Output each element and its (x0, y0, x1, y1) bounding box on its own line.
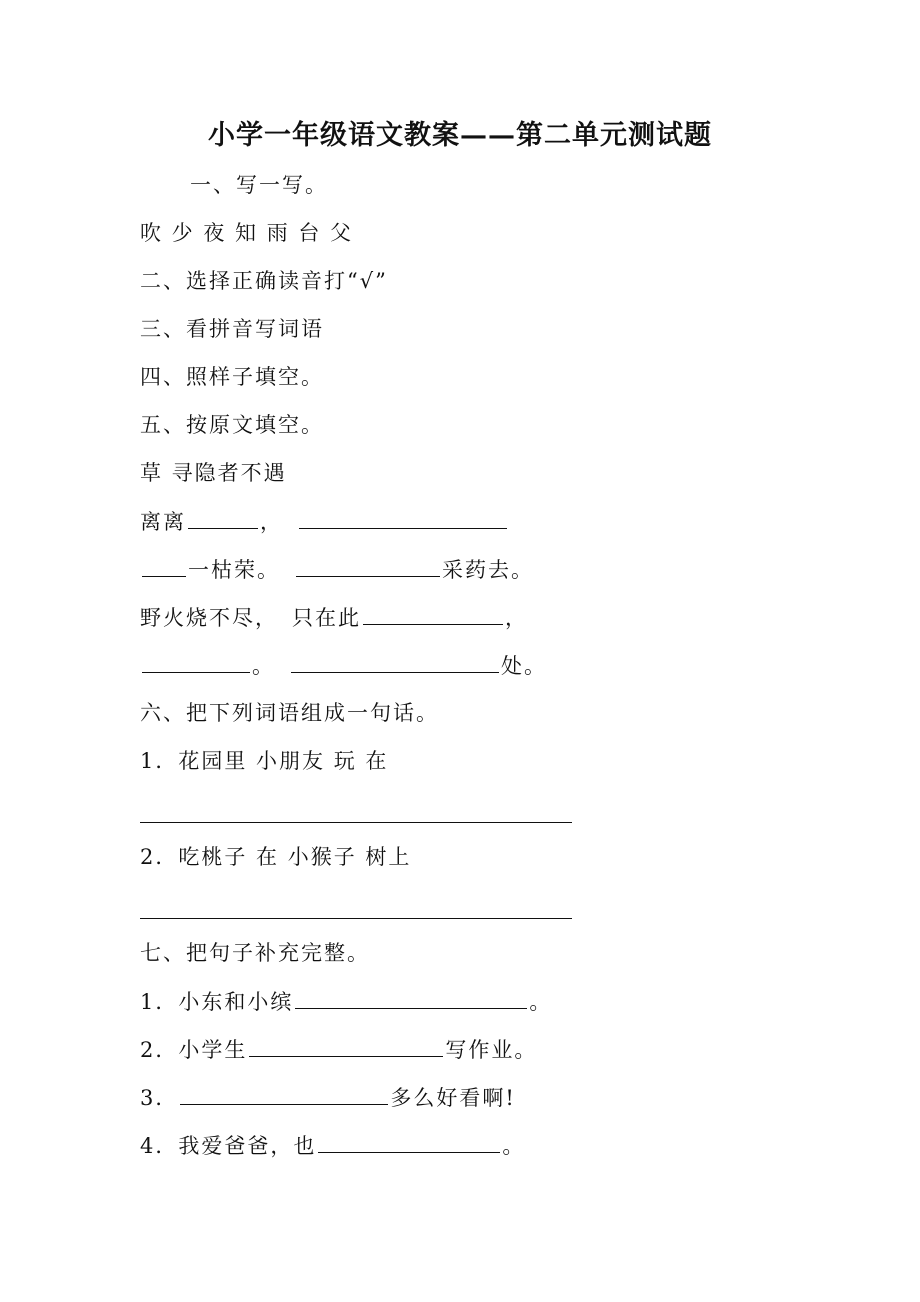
section-7-item-4 (140, 1130, 525, 1161)
blank-field[interactable] (296, 554, 440, 577)
poem-line-2-text-a: 一枯荣。 (188, 558, 280, 582)
item-4-prefix: 4．我爱爸爸，也 (140, 1134, 317, 1158)
blank-field[interactable] (142, 554, 186, 577)
section-4-heading: 四、照样子填空。 (140, 365, 324, 389)
section-1-heading: 一、写一写。 (190, 173, 328, 197)
blank-field[interactable] (291, 650, 499, 673)
item-3-prefix: 3． (140, 1086, 179, 1110)
poem-line-1 (140, 506, 509, 537)
poem-titles: 草 寻隐者不遇 (140, 461, 287, 485)
poem-line-1-comma: ， (260, 510, 283, 534)
poem-line-4-text-b: 处。 (501, 654, 547, 678)
answer-line[interactable] (140, 918, 572, 919)
item-1-suffix: 。 (529, 990, 553, 1014)
poem-line-3 (140, 602, 528, 633)
section-7-item-2 (140, 1034, 537, 1065)
section-3-heading: 三、看拼音写词语 (140, 317, 324, 341)
section-7-heading: 七、把句子补充完整。 (140, 941, 370, 965)
poem-line-4-text-a: 。 (252, 654, 275, 678)
answer-line[interactable] (140, 822, 572, 823)
section-6-item-1: 1．花园里 小朋友 玩 在 (140, 749, 389, 773)
poem-line-3-comma: ， (505, 606, 528, 630)
blank-field[interactable] (249, 1034, 443, 1057)
blank-field[interactable] (188, 506, 258, 529)
item-3-suffix: 多么好看啊! (390, 1086, 516, 1110)
page-title: 小学一年级语文教案——第二单元测试题 (208, 120, 712, 151)
section-7-item-1 (140, 986, 552, 1017)
poem-line-3-text-b: 只在此 (292, 606, 361, 630)
blank-field[interactable] (318, 1130, 500, 1153)
section-7-item-3 (140, 1082, 516, 1113)
poem-line-1-text: 离离 (140, 510, 186, 534)
item-1-prefix: 1．小东和小缤 (140, 990, 294, 1014)
blank-field[interactable] (299, 506, 507, 529)
section-6-heading: 六、把下列词语组成一句话。 (140, 701, 439, 725)
section-2-heading: 二、选择正确读音打“√” (140, 269, 388, 293)
item-4-suffix: 。 (502, 1134, 526, 1158)
blank-field[interactable] (142, 650, 250, 673)
blank-field[interactable] (363, 602, 503, 625)
section-6-item-2: 2．吃桃子 在 小猴子 树上 (140, 845, 412, 869)
section-5-heading: 五、按原文填空。 (140, 413, 324, 437)
blank-field[interactable] (295, 986, 527, 1009)
blank-field[interactable] (180, 1082, 388, 1105)
section-1-chars: 吹 少 夜 知 雨 台 父 (140, 221, 354, 245)
poem-line-2-text-b: 采药去。 (442, 558, 534, 582)
item-2-suffix: 写作业。 (445, 1038, 538, 1062)
poem-line-2 (140, 554, 534, 585)
poem-line-4 (140, 650, 547, 681)
poem-line-3-text-a: 野火烧不尽， (140, 606, 278, 630)
item-2-prefix: 2．小学生 (140, 1038, 248, 1062)
